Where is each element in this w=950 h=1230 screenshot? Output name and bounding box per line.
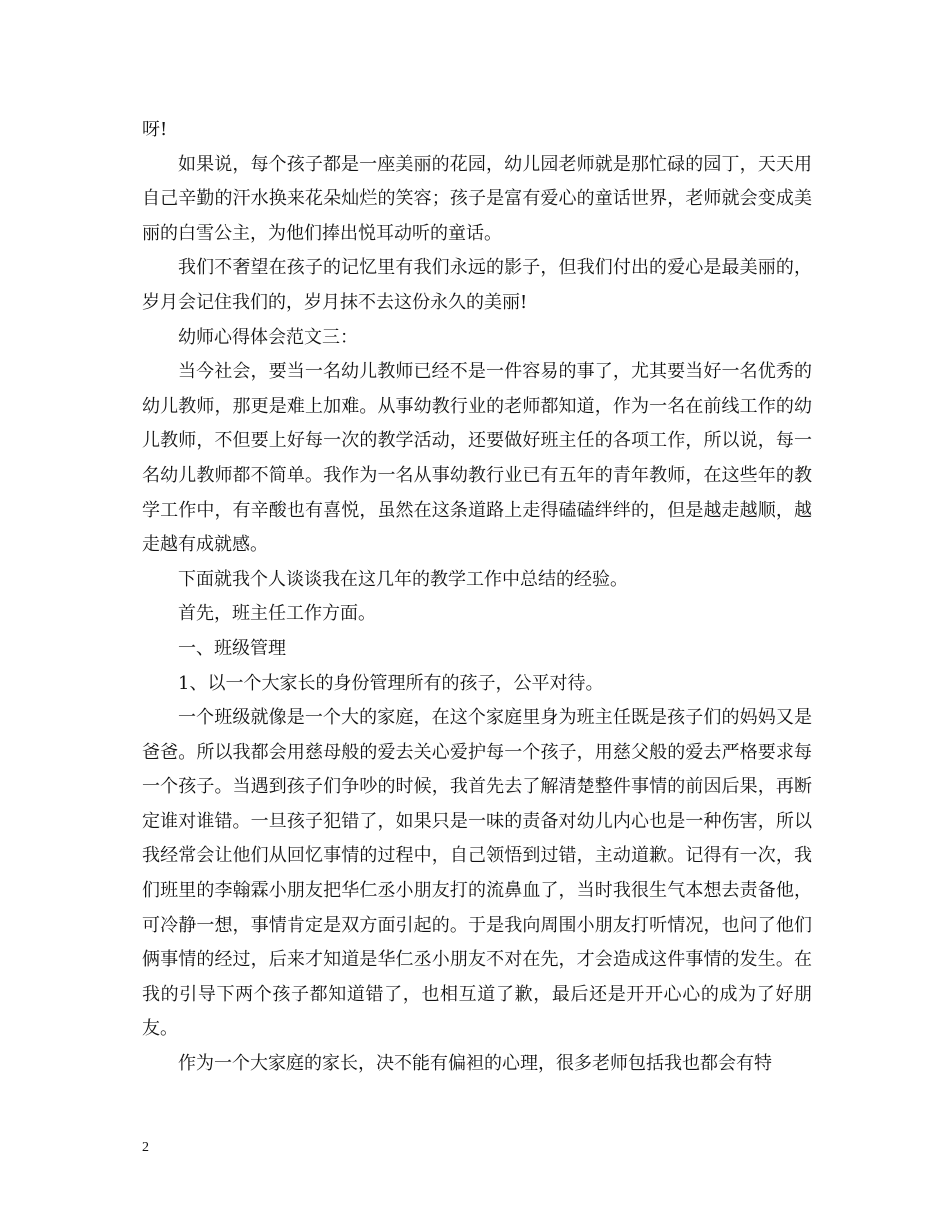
paragraph: 如果说，每个孩子都是一座美丽的花园，幼儿园老师就是那忙碌的园丁，天天用自己辛勤的汗水换来花朵灿烂的笑容；孩子是富有爱心的童话世界，老师就会变成美丽的白雪公主，为他们捧出悦耳动听的童话。 bbox=[142, 153, 812, 244]
paragraph: 我们不奢望在孩子的记忆里有我们永远的影子，但我们付出的爱心是最美丽的，岁月会记住我们的，岁月抹不去这份永久的美丽! bbox=[142, 257, 812, 313]
paragraph: 幼师心得体会范文三： bbox=[178, 326, 358, 348]
paragraph: 当今社会，要当一名幼儿教师已经不是一件容易的事了，尤其要当好一名优秀的幼儿教师，那更是难上加难。从事幼教行业的老师都知道，作为一名在前线工作的幼儿教师，不但要上好每一次的教学活动，还要做好班主任的各项工作，所以说，每一名幼儿教师都不简单。我作为一名从事幼教行业已有五年的青年教师，在这些年的教学工作中，有辛酸也有喜悦，虽然在这条道路上走得磕磕绊绊的，但是越走越顺，越走越有成就感。 bbox=[142, 361, 812, 556]
paragraph: 1、以一个大家长的身份管理所有的孩子，公平对待。 bbox=[178, 672, 604, 694]
page-number: 2 bbox=[142, 1140, 149, 1155]
paragraph: 一个班级就像是一个大的家庭，在这个家庭里身为班主任既是孩子们的妈妈又是爸爸。所以我都会用慈母般的爱去关心爱护每一个孩子，用慈父般的爱去严格要求每一个孩子。当遇到孩子们争吵的时候，我首先去了解清楚整件事情的前因后果，再断定谁对谁错。一旦孩子犯错了，如果只是一味的责备对幼儿内心也是一种伤害，所以我经常会让他们从回忆事情的过程中，自己领悟到过错，主动道歉。记得有一次，我们班里的李翰霖小朋友把华仁丞小朋友打的流鼻血了，当时我很生气本想去责备他，可冷静一想，事情肯定是双方面引起的。于是我向周围小朋友打听情况，也问了他们俩事情的经过，后来才知道是华仁丞小朋友不对在先，才会造成这件事情的发生。在我的引导下两个孩子都知道错了，也相互道了歉，最后还是开开心心的成为了好朋友。 bbox=[142, 707, 812, 1040]
paragraph: 下面就我个人谈谈我在这几年的教学工作中总结的经验。 bbox=[178, 568, 628, 590]
paragraph: 首先，班主任工作方面。 bbox=[178, 603, 376, 625]
paragraph: 呀! bbox=[142, 119, 168, 140]
paragraph: 作为一个大家庭的家长，决不能有偏袒的心理，很多老师包括我也都会有特 bbox=[178, 1053, 772, 1075]
document-body bbox=[142, 113, 812, 1082]
paragraph: 一、班级管理 bbox=[178, 637, 286, 659]
